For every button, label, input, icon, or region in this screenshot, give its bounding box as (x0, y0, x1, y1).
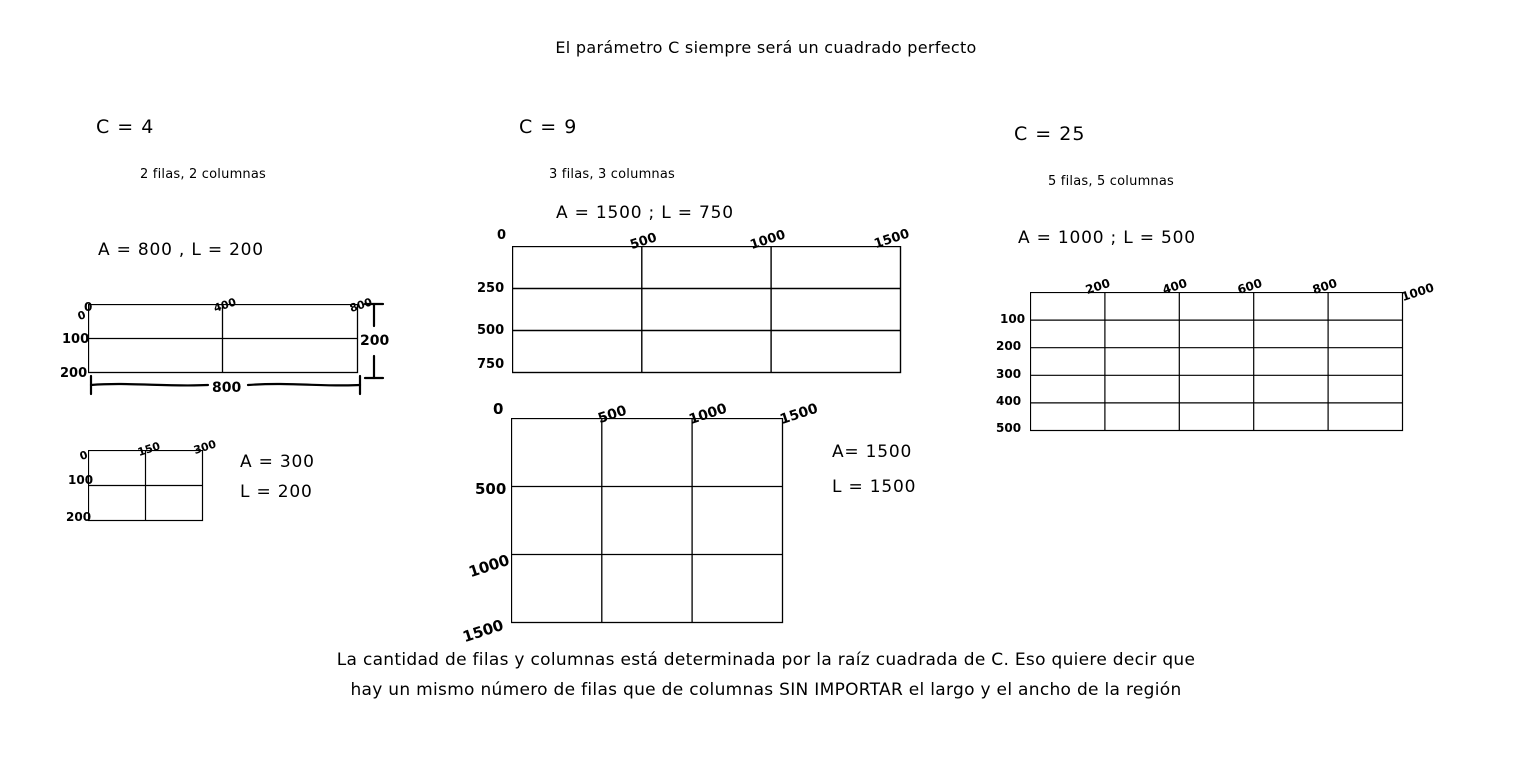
case-subtitle-c4: 2 filas, 2 columnas (140, 167, 267, 182)
label-length-c4-d2: L = 200 (240, 482, 313, 502)
tick-x-c9-d2-1: 500 (596, 402, 629, 427)
tick-y-c25-d1-4: 500 (996, 421, 1022, 435)
annotation-c9-d1: A = 1500 ; L = 750 (556, 203, 734, 223)
label-area-c4-d2: A = 300 (240, 452, 315, 472)
tick-x-c4-d2-0: 0 (77, 448, 90, 463)
case-title-c9: C = 9 (519, 116, 578, 138)
label-length-c9-d2: L = 1500 (832, 477, 917, 497)
grid-c9-d1 (512, 246, 904, 376)
grid-c4-d2 (88, 450, 206, 524)
tick-y-c4-d1-2: 200 (60, 366, 88, 381)
grid-c9-d2 (511, 418, 787, 626)
label-height-c4-d1: 200 (360, 333, 390, 349)
tick-x-c9-d1-3: 1500 (872, 226, 912, 252)
tick-y-c4-d1-0: 0 (84, 300, 93, 314)
tick-y-c4-d1-1: 100 (62, 332, 90, 347)
label-area-c9-d2: A= 1500 (832, 442, 913, 462)
tick-y-c4-d2-2: 200 (66, 510, 92, 524)
case-title-c4: C = 4 (96, 116, 155, 138)
tick-y-c9-d1-3: 750 (477, 357, 505, 372)
tick-x-c9-d1-2: 1000 (748, 227, 788, 253)
tick-x-c25-d1-3: 800 (1310, 275, 1339, 297)
tick-y-c25-d1-2: 300 (996, 367, 1022, 381)
tick-x-c25-d1-2: 600 (1235, 275, 1264, 297)
tick-y-c25-d1-0: 100 (1000, 312, 1026, 326)
tick-x-c9-d1-0: 0 (497, 228, 507, 243)
tick-x-c4-d1-1: 400 (211, 295, 238, 315)
tick-x-c9-d2-3: 1500 (778, 400, 821, 428)
grid-c4-d1 (88, 304, 360, 376)
tick-y-c25-d1-3: 400 (996, 394, 1022, 408)
case-title-c25: C = 25 (1014, 123, 1086, 145)
tick-x-c9-d1-1: 500 (628, 230, 659, 253)
tick-y-c9-d1-1: 250 (477, 281, 505, 296)
tick-y-c9-d1-2: 500 (477, 323, 505, 338)
footer-note (0, 645, 1532, 705)
footer-line-2: hay un mismo número de filas que de columnas SIN IMPORTAR el largo y el ancho de la región (350, 680, 1182, 700)
tick-y-c25-d1-1: 200 (996, 339, 1022, 353)
tick-x-c25-d1-1: 400 (1160, 275, 1189, 297)
tick-y-c4-d2-1: 100 (68, 473, 94, 487)
tick-x-c4-d1-0: 0 (75, 308, 88, 323)
tick-y-c9-d2-2: 1000 (466, 550, 512, 581)
tick-x-c9-d2-0: 0 (493, 400, 504, 418)
tick-x-c25-d1-4: 1000 (1399, 280, 1436, 304)
tick-x-c4-d2-1: 150 (135, 439, 162, 459)
tick-x-c4-d2-2: 300 (191, 437, 218, 457)
annotation-c4-d1: A = 800 , L = 200 (98, 240, 264, 260)
case-subtitle-c9: 3 filas, 3 columnas (549, 167, 676, 182)
tick-x-c25-d1-0: 200 (1083, 275, 1112, 297)
annotation-c25-d1: A = 1000 ; L = 500 (1018, 228, 1196, 248)
tick-x-c9-d2-2: 1000 (687, 400, 730, 428)
label-width-c4-d1: 800 (212, 380, 242, 396)
case-subtitle-c25: 5 filas, 5 columnas (1048, 174, 1175, 189)
tick-y-c9-d2-3: 1500 (460, 615, 506, 646)
page-title: El parámetro C siempre será un cuadrado perfecto (555, 38, 977, 57)
tick-y-c9-d2-1: 500 (475, 480, 507, 498)
footer-line-1: La cantidad de filas y columnas está determinada por la raíz cuadrada de C. Eso quiere decir que (336, 650, 1196, 670)
grid-c25-d1 (1030, 292, 1406, 434)
tick-x-c4-d1-2: 800 (347, 295, 374, 315)
